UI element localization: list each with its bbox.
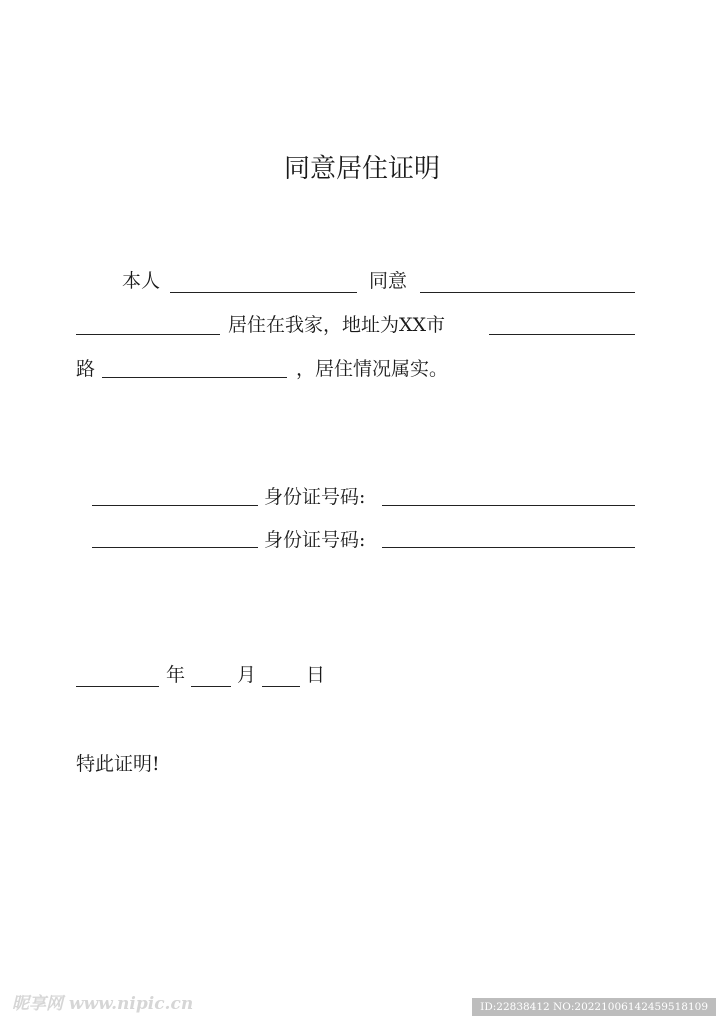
blank-id-number-2[interactable] bbox=[382, 547, 635, 548]
blank-resident-name[interactable] bbox=[420, 292, 635, 293]
blank-year[interactable] bbox=[76, 686, 159, 687]
blank-signature-1[interactable] bbox=[92, 505, 258, 506]
blank-day[interactable] bbox=[262, 686, 300, 687]
id-label-2: 身份证号码: bbox=[264, 529, 366, 551]
text-road: 路 bbox=[76, 358, 96, 380]
blank-signature-2[interactable] bbox=[92, 547, 258, 548]
document-title: 同意居住证明 bbox=[283, 154, 440, 184]
text-live-address: 居住在我家，地址为XX市 bbox=[228, 314, 446, 336]
text-confirm: ，居住情况属实。 bbox=[296, 358, 449, 380]
watermark-logo: 昵享网 www.nipic.cn bbox=[12, 994, 194, 1014]
id-label-1: 身份证号码: bbox=[264, 486, 366, 508]
text-tongyi: 同意 bbox=[369, 270, 408, 292]
closing-text: 特此证明! bbox=[76, 753, 160, 775]
text-month: 月 bbox=[237, 664, 257, 686]
blank-self-name[interactable] bbox=[170, 292, 357, 293]
text-benren: 本人 bbox=[122, 270, 161, 292]
text-day: 日 bbox=[306, 664, 326, 686]
watermark-id: ID:22838412 NO:20221006142459518109 bbox=[472, 998, 716, 1016]
blank-id-number-1[interactable] bbox=[382, 505, 635, 506]
blank-resident-name-cont[interactable] bbox=[76, 334, 220, 335]
blank-month[interactable] bbox=[191, 686, 231, 687]
blank-city-address[interactable] bbox=[489, 334, 635, 335]
text-year: 年 bbox=[166, 664, 186, 686]
blank-road-number[interactable] bbox=[102, 377, 287, 378]
